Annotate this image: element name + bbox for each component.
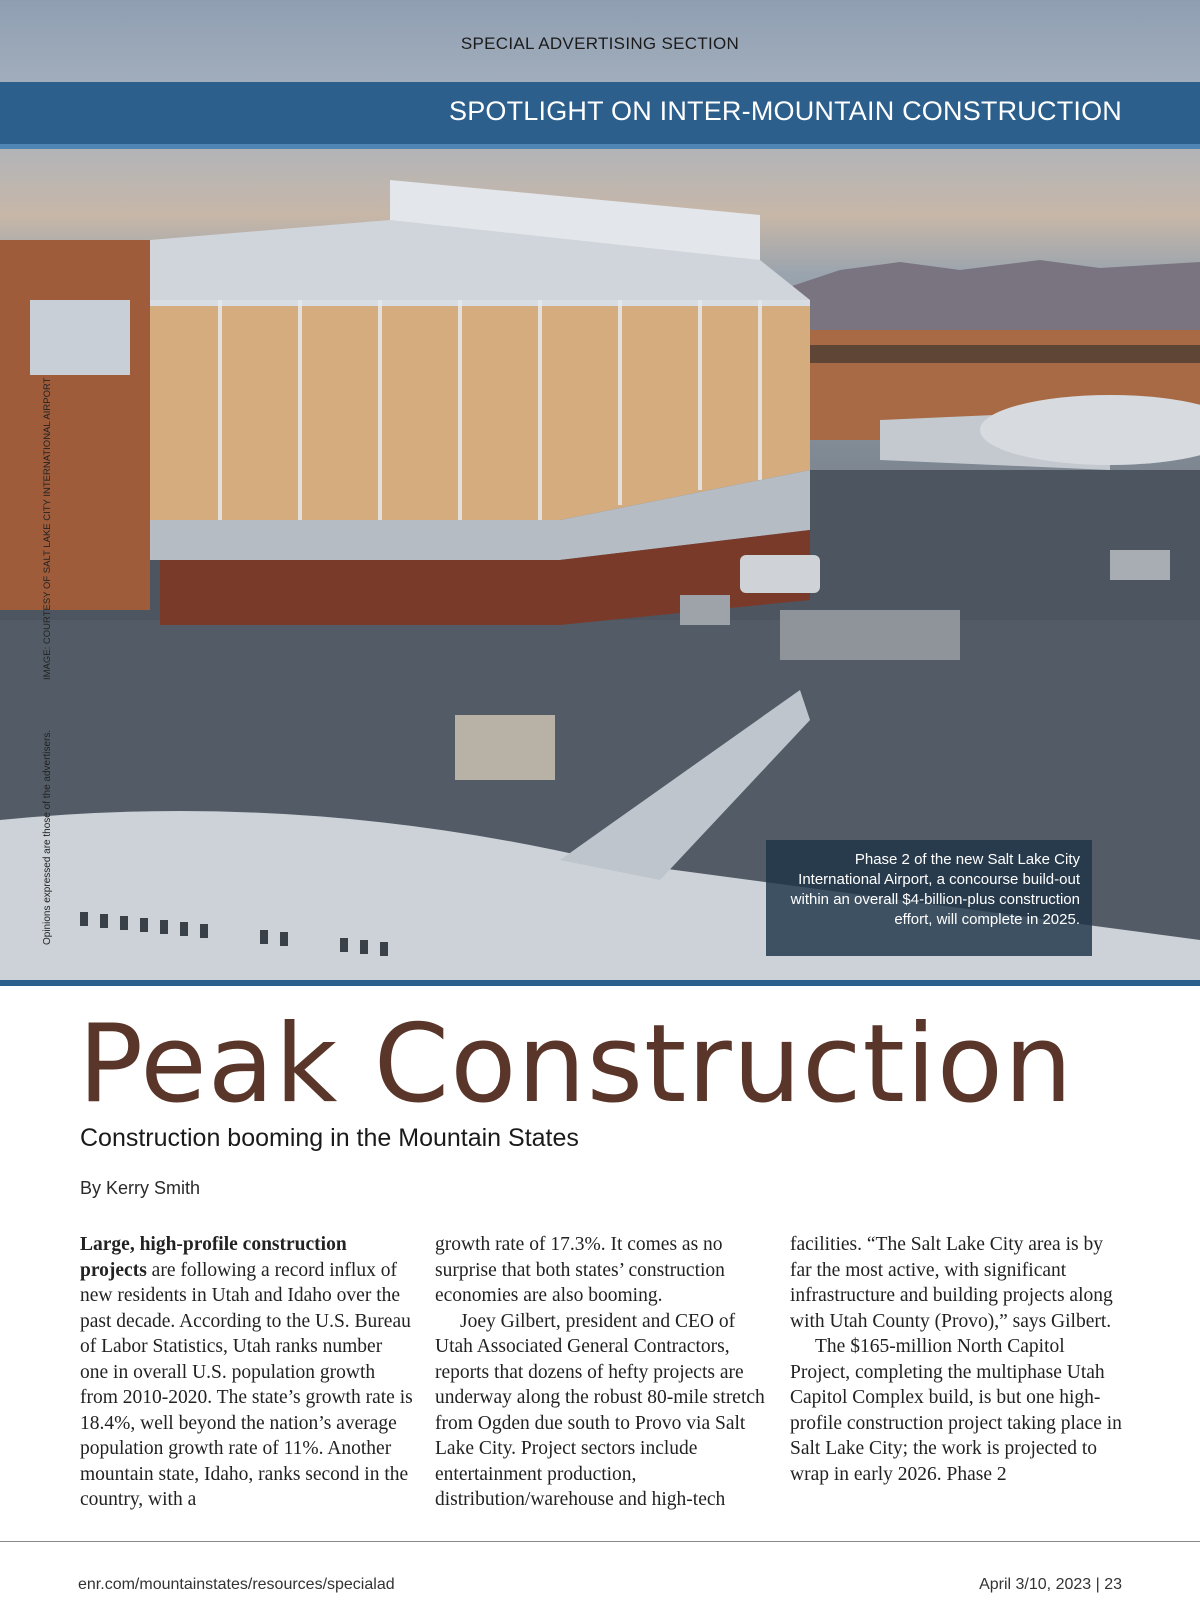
footer-url[interactable]: enr.com/mountainstates/resources/specialad [78, 1576, 395, 1593]
image-credit: IMAGE: COURTESY OF SALT LAKE CITY INTERNATIONAL AIRPORT [42, 377, 53, 680]
paragraph: The $165-million North Capitol Project, completing the multiphase Utah Capitol Complex build, is but one high-profile construction project taking place in Salt Lake City; the work is projected to wrap in early 2026. Phase 2 [790, 1336, 1122, 1485]
footer-rule [0, 1541, 1200, 1542]
article-column-1 [80, 1232, 415, 1513]
paragraph: Joey Gilbert, president and CEO of Utah Associated General Contractors, reports that dozens of hefty projects are underway along the robust 80-mile stretch from Ogden due south to Provo via Salt Lake City. Project sectors include entertainment production, distribution/warehouse and high-tech [435, 1310, 765, 1510]
article-subhead: Construction booming in the Mountain States [80, 1124, 579, 1152]
opinion-note: Opinions expressed are those of the advertisers. [42, 729, 53, 945]
byline: By Kerry Smith [80, 1178, 201, 1198]
footer-date-page: April 3/10, 2023 | 23 [979, 1576, 1122, 1593]
banner-title: SPOTLIGHT ON INTER-MOUNTAIN CONSTRUCTION [448, 96, 1122, 126]
article-column-3 [790, 1232, 1125, 1487]
paragraph: growth rate of 17.3%. It comes as no surprise that both states’ construction economies are also booming. [435, 1234, 725, 1306]
article-headline: Peak Construction [78, 1002, 1074, 1127]
lead-in: Large, high-profile construction projects [80, 1234, 347, 1281]
image-caption: Phase 2 of the new Salt Lake City International Airport, a concourse build-out within an overall $4-billion-plus construction effort, will complete in 2025. [766, 840, 1092, 956]
paragraph: facilities. “The Salt Lake City area is by far the most active, with significant infrastructure and building projects along with Utah County (Provo),” says Gilbert. [790, 1234, 1113, 1332]
paragraph [80, 1232, 415, 1513]
special-section-label: SPECIAL ADVERTISING SECTION [460, 34, 740, 53]
paragraph-text: are following a record influx of new residents in Utah and Idaho over the past decade. According to the U.S. Bureau of Labor Statistics, Utah ranks number one in overall U.S. population growth from 2010-2020. The state’s growth rate is 18.4%, well beyond the nation’s average population growth rate of 11%. Another mountain state, Idaho, ranks second in the country, with a [80, 1259, 413, 1510]
section-banner [0, 82, 1200, 149]
hero-divider [0, 980, 1200, 986]
article-column-2 [435, 1232, 770, 1513]
